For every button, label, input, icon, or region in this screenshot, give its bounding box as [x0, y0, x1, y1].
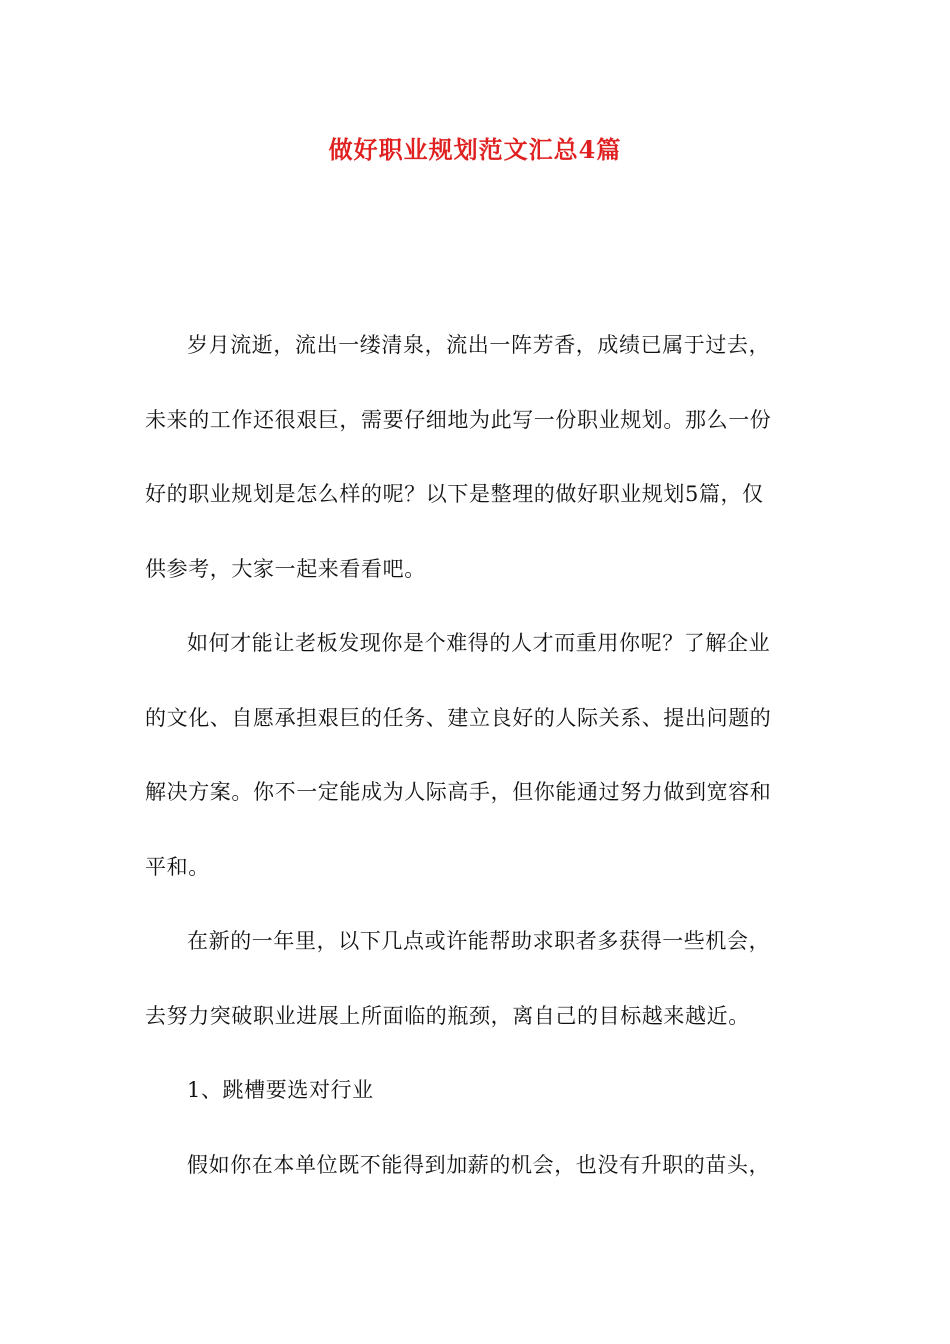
paragraph-line: 未来的工作还很艰巨，需要仔细地为此写一份职业规划。那么一份	[145, 407, 772, 432]
section-heading	[145, 1053, 810, 1128]
document-body	[145, 308, 810, 1202]
paragraph-line: 解决方案。你不一定能成为人际高手，但你能通过努力做到宽容和	[145, 780, 772, 804]
paragraph-line: 平和。	[145, 854, 210, 879]
paragraph-line: 在新的一年里，以下几点或许能帮助求职者多获得一些机会，	[187, 929, 771, 953]
paragraph-2	[145, 606, 810, 904]
paragraph-line: 的文化、自愿承担艰巨的任务、建立良好的人际关系、提出问题的	[145, 705, 772, 730]
paragraph-line: 去努力突破职业进展上所面临的瓶颈，离自己的目标越来越近。	[145, 1003, 750, 1028]
paragraph-4	[145, 1128, 810, 1203]
paragraph-line: 好的职业规划是怎么样的呢？以下是整理的做好职业规划5篇，仅	[145, 482, 764, 506]
document-title: 做好职业规划范文汇总4篇	[328, 135, 622, 164]
paragraph-line: 岁月流逝，流出一缕清泉，流出一阵芳香，成绩已属于过去，	[187, 333, 771, 357]
paragraph-3	[145, 904, 810, 1053]
paragraph-line: 如何才能让老板发现你是个难得的人才而重用你呢？了解企业	[187, 631, 771, 655]
paragraph-line: 1、跳槽要选对行业	[187, 1078, 374, 1102]
paragraph-line: 供参考，大家一起来看看吧。	[145, 556, 426, 581]
paragraph-1	[145, 308, 810, 606]
paragraph-line: 假如你在本单位既不能得到加薪的机会，也没有升职的苗头，	[187, 1152, 771, 1177]
